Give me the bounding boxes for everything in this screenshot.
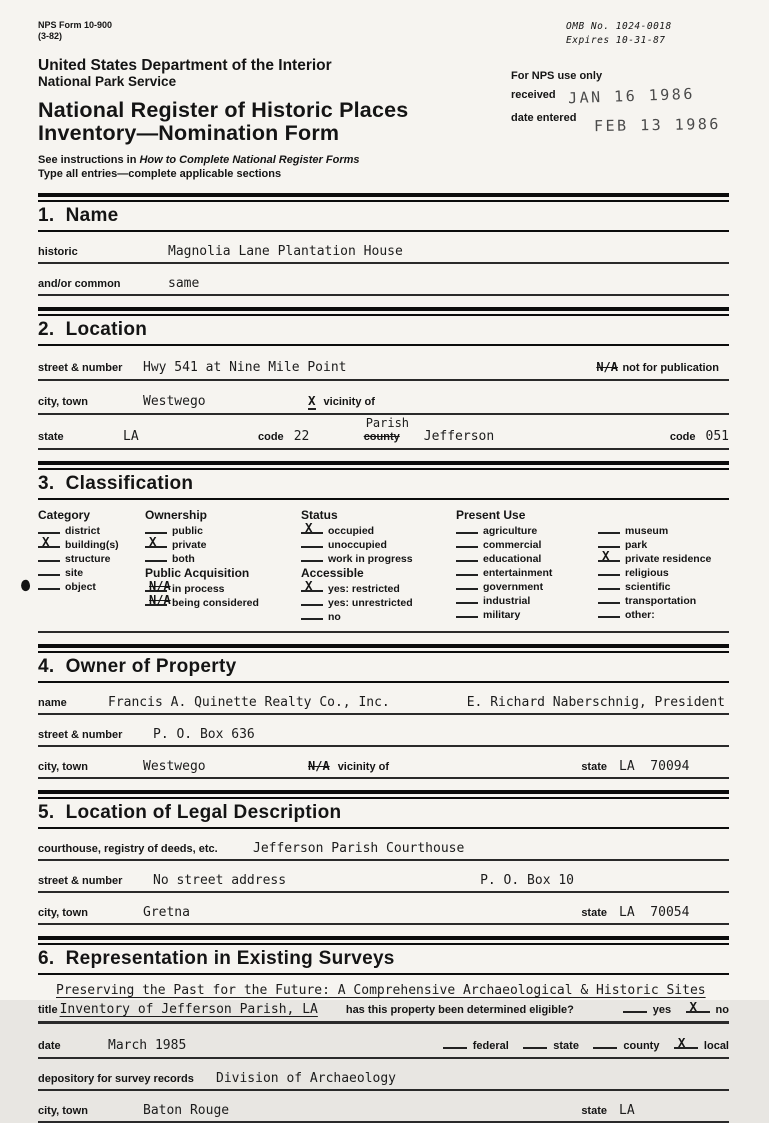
code-value: 22 [293, 428, 310, 444]
checkbox-blank [301, 537, 323, 548]
checkbox-blank [38, 579, 60, 590]
checkbox-label: district [65, 524, 101, 537]
classification-grid [38, 508, 729, 633]
city-label: city, town [38, 395, 88, 408]
survey-title-line2: Inventory of Jefferson Parish, LA [59, 1001, 318, 1017]
ownership-column [145, 508, 301, 623]
status-heading: Status [301, 507, 338, 522]
checkbox-label: work in progress [328, 552, 413, 565]
checkbox-label: museum [625, 524, 669, 537]
checkbox-blank [301, 551, 323, 562]
field-legal-street [38, 873, 729, 893]
checkbox-item [145, 551, 301, 565]
section-divider [38, 461, 729, 470]
local-check-mark: X [677, 1034, 686, 1050]
street-value: Hwy 541 at Nine Mile Point [143, 359, 347, 375]
checkbox-blank [598, 537, 620, 548]
vicinity-checkmark: X [308, 392, 316, 408]
checkbox-blank [301, 519, 323, 535]
checkbox-blank [598, 523, 620, 534]
checkbox-label: educational [483, 552, 542, 565]
depository-value: Division of Archaeology [216, 1070, 397, 1086]
eligible-yes [623, 1000, 729, 1018]
section-divider [38, 193, 729, 202]
county-label-struck: county [363, 430, 400, 443]
form-instructions [38, 153, 511, 182]
checkbox-blank [456, 537, 478, 548]
state-label: state [581, 1104, 607, 1117]
checkbox-label: being considered [172, 596, 259, 609]
historic-value: Magnolia Lane Plantation House [168, 243, 403, 259]
owner-president-value: E. Richard Naberschnig, President [466, 694, 725, 710]
na-mark: N/A [149, 592, 171, 607]
county-label: county [623, 1039, 660, 1052]
field-owner-city [38, 759, 729, 779]
checkbox-blank [686, 1000, 710, 1013]
yes-label: yes [652, 1003, 672, 1016]
omb-number [566, 20, 729, 48]
checkbox-label: other: [625, 608, 655, 621]
checkbox-label: structure [65, 552, 111, 565]
form-number-line2: (3-82) [38, 31, 63, 42]
checkbox-blank [523, 1036, 547, 1049]
checkbox-blank [456, 579, 478, 590]
checkbox-blank [623, 1000, 647, 1013]
field-street [38, 358, 729, 381]
field-depository [38, 1071, 729, 1091]
checkbox-item [598, 537, 729, 551]
city-value: Westwego [143, 393, 206, 409]
instructions-line2: Type all entries—complete applicable sections [38, 168, 282, 181]
checkbox-blank [145, 578, 171, 593]
survey-title-line1: Preserving the Past for the Future: A Comprehensive Archaeological & Historic Sites [56, 982, 706, 998]
date-entered-label: date entered [511, 111, 577, 124]
pen-mark-icon [20, 578, 32, 591]
checkbox-item [301, 537, 456, 551]
checkbox-blank [598, 593, 620, 604]
checkbox-item-object [38, 579, 145, 593]
owner-state-value: LA 70094 [619, 758, 690, 774]
checkbox-item [301, 519, 456, 537]
checkbox-label: park [625, 538, 648, 551]
code-label: code [258, 430, 284, 443]
section-divider [38, 936, 729, 945]
field-common-name [38, 276, 729, 296]
section4-heading: 4. Owner of Property [38, 653, 729, 683]
field-legal-city [38, 905, 729, 925]
historic-label: historic [38, 245, 78, 258]
name-label: name [38, 696, 67, 709]
field-survey-city [38, 1103, 729, 1123]
checkbox-blank [38, 551, 60, 562]
federal-label: federal [472, 1039, 509, 1052]
checkbox-item [456, 607, 598, 621]
not-for-publication [596, 358, 729, 376]
checkbox-label: scientific [625, 580, 671, 593]
no-check-mark: X [689, 998, 698, 1014]
county-code-label: code [669, 430, 696, 443]
checkbox-item [456, 551, 598, 565]
checkbox-blank [593, 1036, 617, 1049]
check-mark: X [149, 533, 157, 549]
checkbox-blank [145, 551, 167, 562]
courthouse-label: courthouse, registry of deeds, etc. [38, 842, 218, 855]
check-mark: X [305, 577, 313, 593]
checkbox-item [598, 523, 729, 537]
present-use-col1 [456, 523, 598, 621]
checkbox-label: industrial [483, 594, 531, 607]
courthouse-value: Jefferson Parish Courthouse [253, 840, 465, 856]
checkbox-blank [456, 607, 478, 618]
checkbox-item [598, 565, 729, 579]
checkbox-item [301, 551, 456, 565]
received-date-stamp: JAN 16 1986 [567, 84, 695, 107]
instructions-prefix: See instructions in [38, 154, 140, 167]
category-column [38, 508, 145, 623]
checkbox-blank [301, 577, 323, 593]
checkbox-item [145, 592, 301, 609]
na-mark: N/A [596, 359, 618, 374]
county-overstrike [363, 415, 410, 445]
checkbox-label: object [65, 580, 96, 593]
title-label: title [38, 1003, 58, 1016]
checkbox-label: entertainment [483, 566, 553, 579]
checkbox-blank [456, 593, 478, 604]
form-number-line1: NPS Form 10-900 [38, 20, 113, 30]
checkbox-item [145, 523, 301, 537]
state-label: state [38, 430, 64, 443]
checkbox-label: occupied [328, 524, 375, 537]
checkbox-blank [598, 565, 620, 576]
status-column [301, 508, 456, 623]
state-label: state [581, 906, 607, 919]
checkbox-item [598, 607, 729, 621]
checkbox-blank [456, 565, 478, 576]
survey-title-line1-row [38, 981, 729, 999]
checkbox-blank [598, 607, 620, 618]
checkbox-label: in process [172, 582, 225, 595]
checkbox-blank [598, 547, 620, 563]
city-label: city, town [38, 760, 88, 773]
owner-street-value: P. O. Box 636 [153, 726, 255, 742]
na-mark: N/A [308, 758, 330, 773]
eligible-question: has this property been determined eligible? [345, 1003, 574, 1016]
checkbox-item [38, 523, 145, 537]
ownership-heading: Ownership [145, 507, 208, 522]
agency-title: National Park Service [38, 73, 177, 89]
checkbox-blank [301, 595, 323, 606]
check-mark: X [305, 519, 313, 535]
field-survey-date [38, 1036, 729, 1059]
checkbox-label: yes: restricted [328, 582, 400, 595]
legal-city-value: Gretna [143, 904, 190, 920]
street-label: street & number [38, 361, 123, 374]
field-owner-street [38, 727, 729, 747]
acquisition-heading: Public Acquisition [145, 565, 250, 580]
form-number [38, 20, 511, 43]
survey-city-value: Baton Rouge [143, 1102, 230, 1118]
survey-date-value: March 1985 [108, 1037, 187, 1053]
state-label: state [581, 760, 607, 773]
state-value: LA [123, 428, 139, 444]
city-label: city, town [38, 1104, 88, 1117]
checkbox-item [456, 593, 598, 607]
common-label: and/or common [38, 277, 121, 290]
checkbox-item [38, 551, 145, 565]
entered-date-stamp: FEB 13 1986 [594, 114, 722, 135]
form-title-line2: Inventory—Nomination Form [38, 121, 340, 146]
checkbox-blank [145, 533, 167, 549]
section5-heading: 5. Location of Legal Description [38, 799, 729, 829]
check-mark: X [42, 533, 50, 549]
checkbox-label: both [172, 552, 195, 565]
department-title: United States Department of the Interior [38, 56, 332, 74]
checkbox-blank [145, 523, 167, 534]
field-courthouse [38, 841, 729, 861]
checkbox-blank [456, 523, 478, 534]
checkbox-item [456, 523, 598, 537]
local-label: local [703, 1039, 729, 1052]
survey-state-value: LA [619, 1102, 635, 1118]
accessible-heading: Accessible [301, 565, 364, 580]
checkbox-label: no [328, 610, 341, 623]
checkbox-item [145, 533, 301, 551]
parish-typed-correction: Parish [365, 415, 410, 430]
present-use-heading: Present Use [456, 507, 526, 522]
section-divider [38, 644, 729, 653]
field-owner-name [38, 695, 729, 715]
city-label: city, town [38, 906, 88, 919]
section-divider [38, 307, 729, 316]
checkbox-label: commercial [483, 538, 542, 551]
checkbox-item [301, 595, 456, 609]
checkbox-blank [456, 551, 478, 562]
checkbox-blank [145, 592, 171, 607]
nps-use-label: For NPS use only [511, 69, 603, 82]
checkbox-item [301, 577, 456, 595]
checkbox-label: site [65, 566, 84, 579]
owner-name-value: Francis A. Quinette Realty Co., Inc. [108, 694, 390, 710]
checkbox-item [456, 579, 598, 593]
present-use-column [456, 508, 729, 623]
legal-street-value: No street address [153, 872, 287, 888]
checkbox-label: private [172, 538, 207, 551]
field-historic-name [38, 244, 729, 264]
no-label: no [715, 1003, 729, 1016]
form-header [38, 20, 729, 182]
category-heading: Category [38, 507, 91, 522]
checkbox-label: agriculture [483, 524, 538, 537]
checkbox-item [38, 565, 145, 579]
checkbox-label: unoccupied [328, 538, 387, 551]
legal-pobox-value: P. O. Box 10 [480, 872, 574, 888]
common-value: same [168, 275, 200, 291]
checkbox-label: public [172, 524, 203, 537]
section2-heading: 2. Location [38, 316, 729, 346]
checkbox-label: building(s) [65, 538, 119, 551]
section6-heading: 6. Representation in Existing Surveys [38, 945, 729, 975]
checkbox-item [38, 533, 145, 551]
form-main-title [38, 99, 511, 146]
checkbox-label: government [483, 580, 544, 593]
county-value: Jefferson [423, 428, 495, 444]
legal-state-value: LA 70054 [619, 904, 690, 920]
vicinity-label: vicinity of [323, 395, 375, 408]
checkbox-item [598, 547, 729, 565]
omb-line1: OMB No. 1024-0018 [566, 21, 672, 32]
checkbox-item [598, 593, 729, 607]
street-label: street & number [38, 874, 123, 887]
checkbox-blank [598, 579, 620, 590]
checkbox-item [301, 609, 456, 623]
checkbox-blank [443, 1036, 467, 1049]
checkbox-blank [38, 565, 60, 576]
field-state-county [38, 415, 729, 450]
checkbox-blank [301, 609, 323, 620]
checkbox-item [598, 579, 729, 593]
form-title-line1: National Register of Historic Places [38, 97, 409, 122]
section-divider [38, 790, 729, 799]
checkbox-label: yes: unrestricted [328, 596, 413, 609]
street-label: street & number [38, 728, 123, 741]
na-mark: N/A [149, 578, 171, 593]
checkbox-item [456, 565, 598, 579]
checkbox-blank [38, 523, 60, 534]
field-survey-title [38, 1000, 729, 1024]
depository-label: depository for survey records [38, 1072, 194, 1085]
section3-heading: 3. Classification [38, 470, 729, 500]
instructions-booktitle: How to Complete National Register Forms [139, 154, 360, 167]
check-mark: X [602, 547, 610, 563]
checkbox-item [456, 537, 598, 551]
survey-level-group [443, 1036, 729, 1054]
section1-heading: 1. Name [38, 202, 729, 232]
checkbox-label: transportation [625, 594, 697, 607]
checkbox-label: religious [625, 566, 669, 579]
omb-line2: Expires 10-31-87 [566, 34, 666, 46]
checkbox-blank [674, 1036, 698, 1049]
present-use-col2 [598, 523, 729, 621]
checkbox-blank [38, 533, 60, 549]
field-city [38, 393, 729, 415]
state-level-label: state [553, 1039, 579, 1052]
vicinity-label: vicinity of [337, 760, 390, 773]
nps-use-box [511, 70, 729, 134]
instructions-line1 [38, 153, 511, 167]
not-for-publication-label: not for publication [622, 361, 719, 374]
county-code-value: 051 [705, 428, 729, 444]
checkbox-label: military [483, 608, 521, 621]
date-label: date [38, 1039, 61, 1052]
owner-city-value: Westwego [143, 758, 206, 774]
checkbox-label: private residence [625, 552, 712, 565]
received-label: received [511, 88, 556, 101]
